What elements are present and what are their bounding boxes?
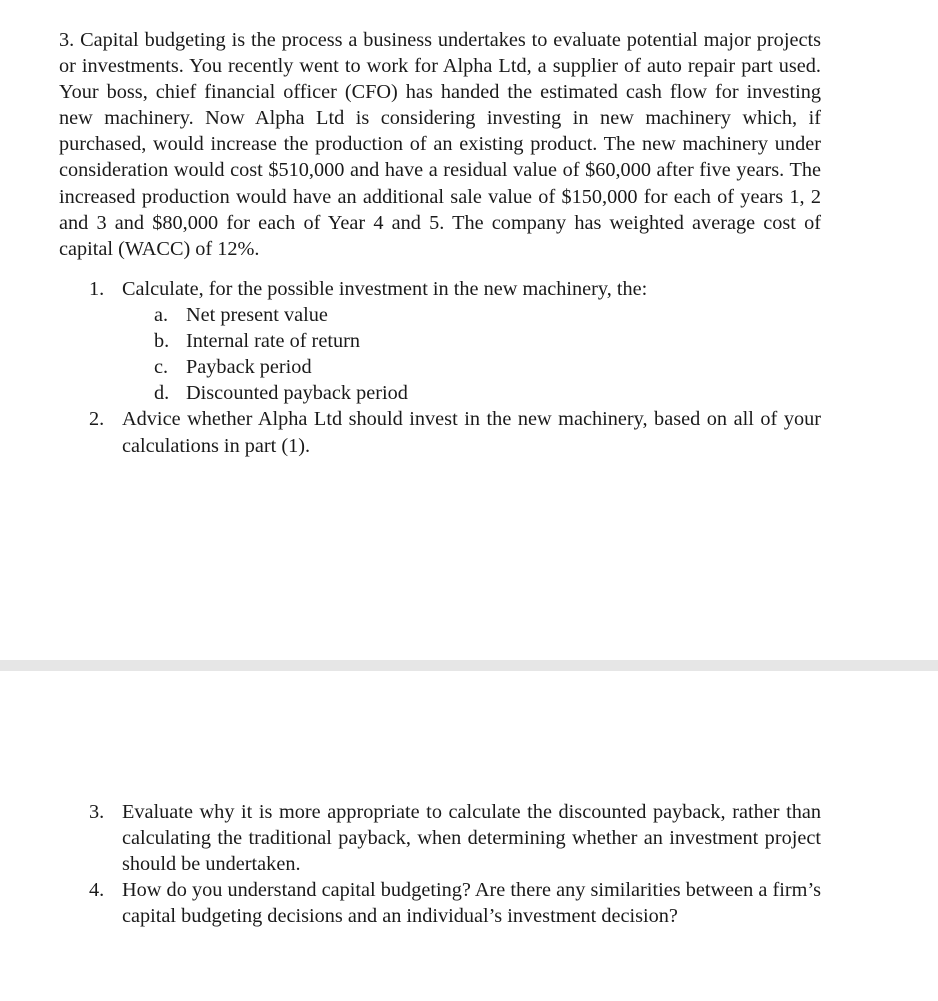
list-item [0,276,821,406]
list-item-number: 3. [89,801,105,823]
list-item [0,406,821,458]
sub-list-item [122,328,821,354]
list-item-text: Advice whether Alpha Ltd should invest in the new machinery, based on all of your calculations in part (1). [122,408,821,457]
list-item-number: 2. [89,408,105,431]
list-item-text: Calculate, for the possible investment in the new machinery, the: [122,278,648,300]
sub-list-item [122,302,821,328]
sub-list-item-text: Internal rate of return [186,330,360,353]
question-list [0,799,821,929]
question-list [0,276,821,459]
sub-list-item-label: b. [154,330,170,353]
sub-list-item-text: Discounted payback period [186,382,408,405]
question-3-intro-paragraph: 3. Capital budgeting is the process a business undertakes to evaluate potential major projects or investments. You recently went to work for Alpha Ltd, a supplier of auto repair part used. Your boss, chief financial officer (CFO) has handed the estimated cash flow for investing new machinery. Now Alpha Ltd is considering investing in new machinery which, if purchased, would increase the production of an existing product. The new machinery under consideration would cost $510,000 and have a residual value of $60,000 after five years. The increased production would have an additional sale value of $150,000 for each of years 1, 2 and 3 and $80,000 for each of Year 4 and 5. The company has weighted average cost of capital (WACC) of 12%. [59,29,821,260]
sub-question-list [122,302,821,406]
sub-list-item-label: c. [154,356,169,379]
sub-list-item-label: a. [154,304,169,327]
sub-list-item [122,380,821,406]
sub-list-item [122,354,821,380]
sub-list-item-label: d. [154,382,170,405]
list-item-number: 1. [89,278,105,300]
page-separator [0,660,938,671]
list-item [0,799,821,877]
list-item-number: 4. [89,879,105,902]
sub-list-item-text: Net present value [186,304,328,327]
list-item-text: How do you understand capital budgeting? Are there any similarities between a firm’s capital budgeting decisions and an individual’s investment decision? [122,879,821,928]
list-item-text: Evaluate why it is more appropriate to calculate the discounted payback, rather than calculating the traditional payback, when determining whether an investment project should be undertaken. [122,801,821,876]
list-item [0,877,821,929]
sub-list-item-text: Payback period [186,356,312,379]
document-page-2 [0,671,938,1001]
